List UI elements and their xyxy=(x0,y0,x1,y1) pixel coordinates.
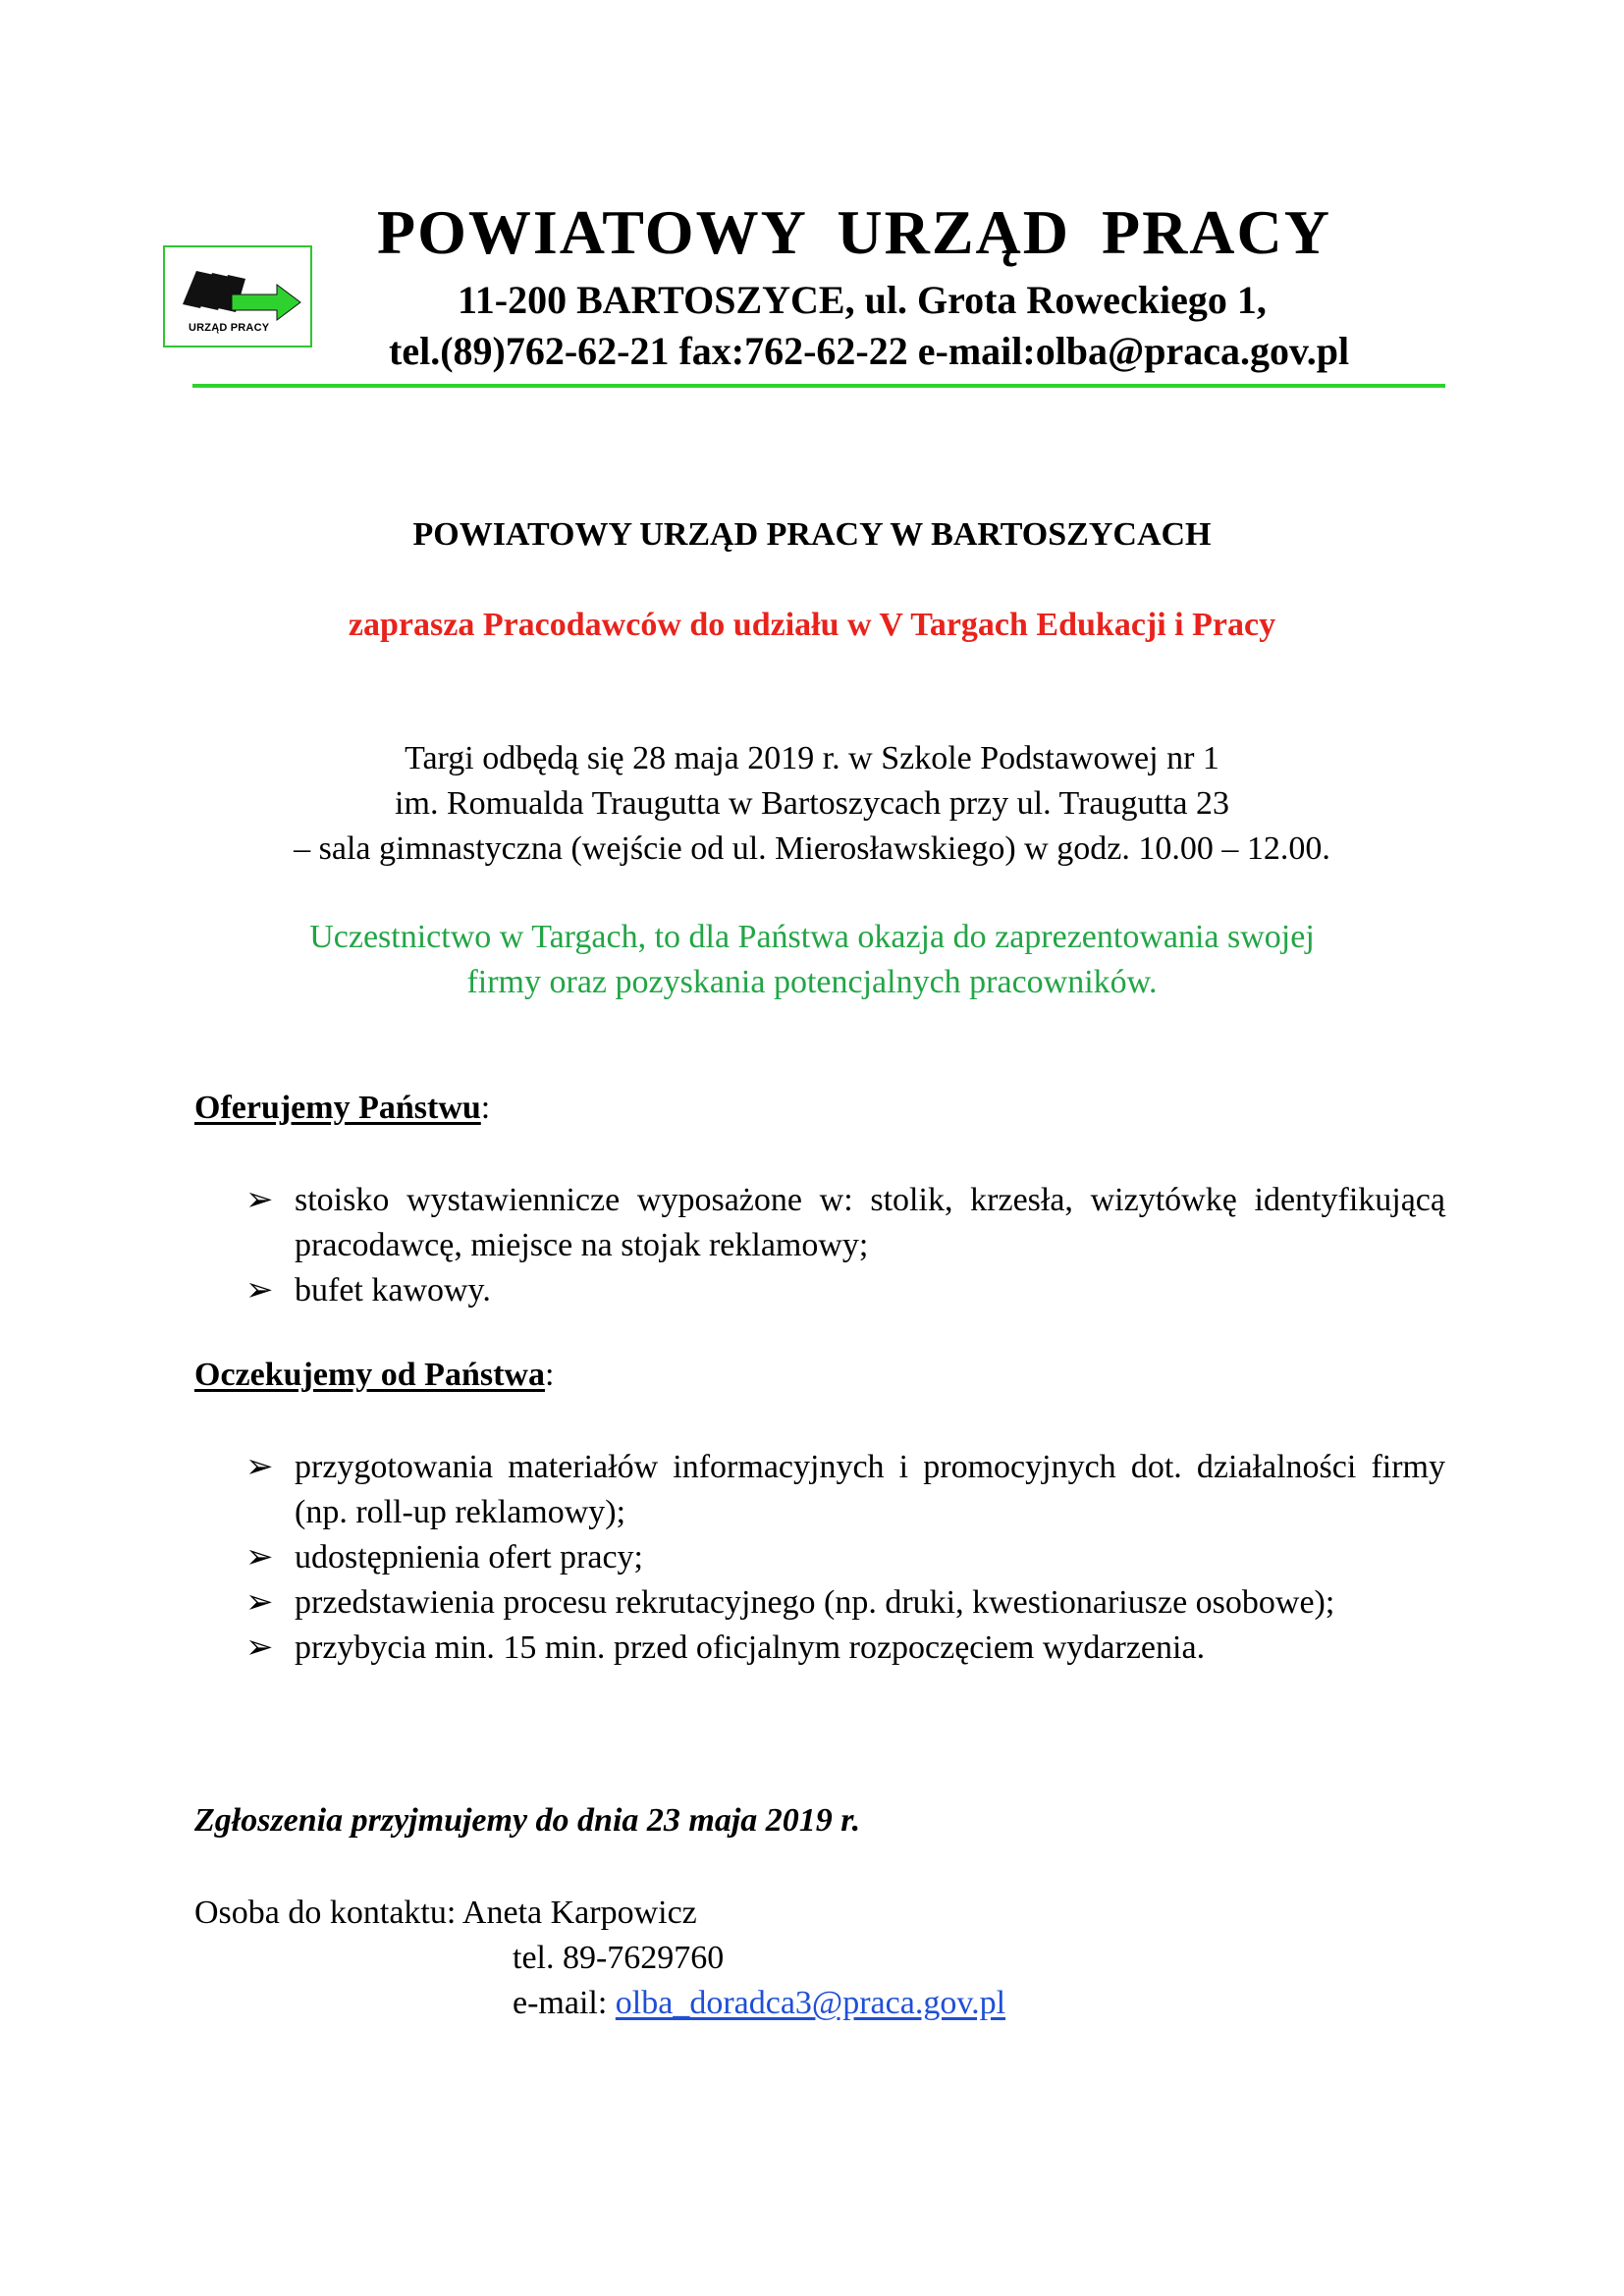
participation-note xyxy=(0,915,1624,1005)
offer-title-text: Oferujemy Państwu xyxy=(194,1090,481,1126)
offer-title-colon: : xyxy=(480,1090,491,1126)
event-info-line: im. Romualda Traugutta w Bartoszycach przy ul. Traugutta 23 xyxy=(395,785,1229,822)
expect-title-text: Oczekujemy od Państwa xyxy=(194,1357,545,1393)
arrow-bullet-icon: ➢ xyxy=(245,1539,274,1575)
offer-section-title xyxy=(194,1090,490,1127)
deadline-note: Zgłoszenia przyjmujemy do dnia 23 maja 2019 r. xyxy=(194,1802,861,1839)
arrow-bullet-icon: ➢ xyxy=(245,1584,274,1621)
arrow-bullet-icon: ➢ xyxy=(245,1449,274,1485)
expect-item-text: udostępnienia ofert pracy; xyxy=(295,1539,643,1575)
list-item xyxy=(245,1626,1445,1671)
event-info-line: – sala gimnastyczna (wejście od ul. Mierosławskiego) w godz. 10.00 – 12.00. xyxy=(294,830,1330,867)
offer-item-text: bufet kawowy. xyxy=(295,1272,491,1308)
contact-phone: tel. 89-7629760 xyxy=(513,1940,725,1976)
letterhead-contact: tel.(89)762-62-21 fax:762-62-22 e-mail:olba@praca.gov.pl xyxy=(389,329,1350,373)
expect-title-colon: : xyxy=(544,1357,555,1393)
participation-line: Uczestnictwo w Targach, to dla Państwa okazja do zaprezentowania swojej xyxy=(309,919,1315,955)
office-logo-icon xyxy=(175,261,304,324)
contact-email-row xyxy=(513,1985,1005,2022)
contact-person: Osoba do kontaktu: Aneta Karpowicz xyxy=(194,1895,697,1931)
letterhead-divider xyxy=(192,384,1445,388)
offer-list xyxy=(245,1178,1445,1313)
expect-item-text: przygotowania materiałów informacyjnych i promocyjnych dot. działalności firmy (np. roll-up reklamowy); xyxy=(295,1449,1445,1530)
page-heading: POWIATOWY URZĄD PRACY W BARTOSZYCACH xyxy=(412,516,1212,553)
expect-item-text: przedstawienia procesu rekrutacyjnego (np. druki, kwestionariusze osobowe); xyxy=(295,1584,1335,1621)
invitation-line: zaprasza Pracodawców do udziału w V Targach Edukacji i Pracy xyxy=(348,607,1276,643)
event-info-line: Targi odbędą się 28 maja 2019 r. w Szkole Podstawowej nr 1 xyxy=(405,740,1219,776)
arrow-bullet-icon: ➢ xyxy=(245,1272,274,1308)
participation-line: firmy oraz pozyskania potencjalnych pracowników. xyxy=(466,964,1158,1000)
arrow-bullet-icon: ➢ xyxy=(245,1182,274,1218)
arrow-bullet-icon: ➢ xyxy=(245,1629,274,1666)
expect-section-title xyxy=(194,1357,554,1394)
letterhead-title: POWIATOWY URZĄD PRACY xyxy=(377,197,1331,267)
event-info xyxy=(0,736,1624,872)
contact-email-link[interactable]: olba_doradca3@praca.gov.pl xyxy=(615,1985,1006,2021)
logo-caption: URZĄD PRACY xyxy=(189,322,270,334)
list-item xyxy=(245,1580,1445,1626)
list-item xyxy=(245,1268,1445,1313)
expect-list xyxy=(245,1445,1445,1671)
office-logo xyxy=(163,245,312,347)
offer-item-text: stoisko wystawiennicze wyposażone w: stolik, krzesła, wizytówkę identyfikującą pracodawcę, miejsce na stojak reklamowy; xyxy=(295,1182,1445,1263)
letterhead-address: 11-200 BARTOSZYCE, ul. Grota Roweckiego 1, xyxy=(458,278,1267,322)
list-item xyxy=(245,1445,1445,1535)
contact-email-label: e-mail: xyxy=(513,1985,616,2021)
expect-item-text: przybycia min. 15 min. przed oficjalnym rozpoczęciem wydarzenia. xyxy=(295,1629,1206,1666)
list-item xyxy=(245,1535,1445,1580)
list-item xyxy=(245,1178,1445,1268)
